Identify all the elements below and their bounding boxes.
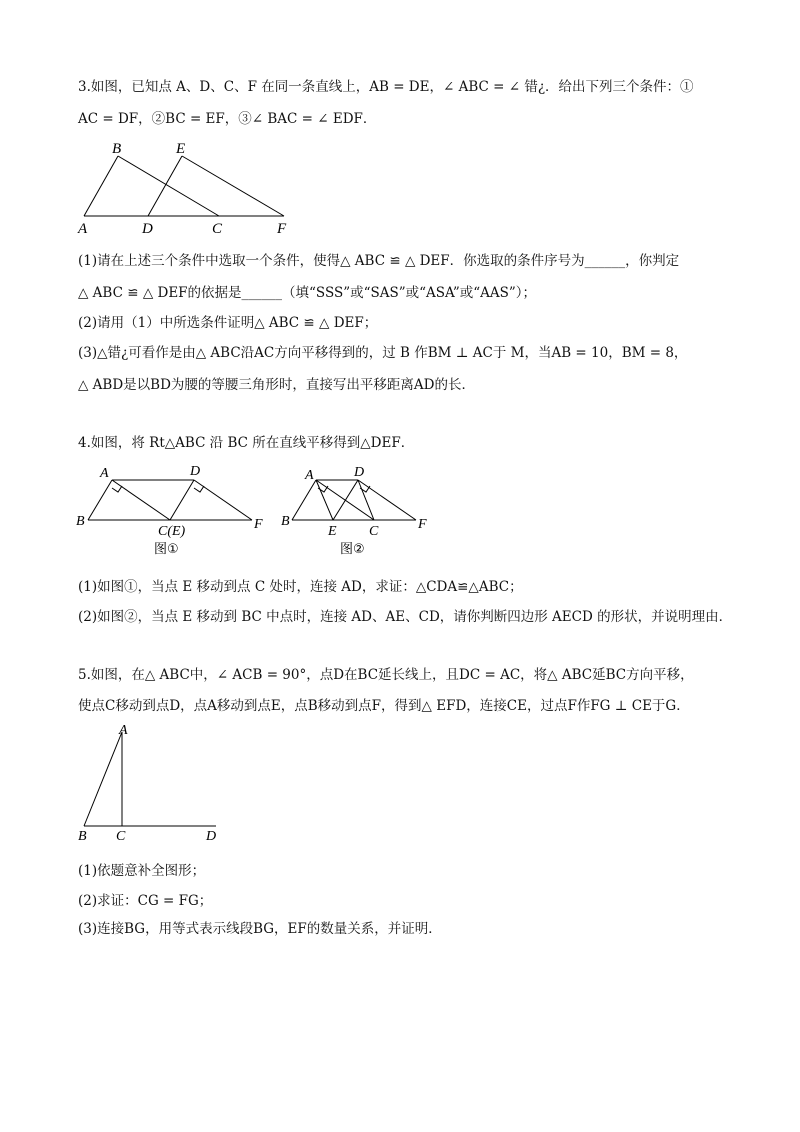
q4f1-label-A: A <box>100 466 109 481</box>
q4f2-label-C: C <box>369 524 379 539</box>
q4-stem: 4.如图，将 Rt△ABC 沿 BC 所在直线平移得到△DEF． <box>78 435 415 451</box>
q4-figure-1 <box>74 462 274 562</box>
q4f1-label-CE: C(E) <box>158 524 186 539</box>
q4f2-label-A: A <box>305 468 314 483</box>
q3-part3-line2: △ ABD是以BD为腰的等腰三角形时，直接写出平移距离AD的长． <box>78 377 475 393</box>
q3-part1-line2: △ ABC ≌ △ DEF的依据是______（填“SSS”或“SAS”或“ASA”或“AAS”）； <box>78 285 537 301</box>
q5-part2: (2)求证：CG = FG； <box>78 893 213 909</box>
q5-label-D: D <box>206 829 217 844</box>
q5-label-A: A <box>119 723 128 738</box>
q3-part2: (2)请用（1）中所选条件证明△ ABC ≌ △ DEF； <box>78 315 378 331</box>
q5-label-B: B <box>78 829 87 844</box>
q4f2-label-E: E <box>328 524 337 539</box>
q3-label-F: F <box>277 221 287 237</box>
q4-figure-1-caption: 图① <box>154 542 179 557</box>
q4-part2: (2)如图②，当点 E 移动到 BC 中点时，连接 AD、AE、CD，请你判断四边形 AECD 的形状，并说明理由． <box>78 609 733 625</box>
q5-part3: (3)连接BG，用等式表示线段BG，EF的数量关系，并证明． <box>78 921 442 937</box>
q3-figure <box>74 138 304 238</box>
q3-stem-line2: AC = DF，②BC = EF，③∠ BAC = ∠ EDF． <box>78 111 377 127</box>
q5-label-C: C <box>116 829 126 844</box>
q4-figure-2-caption: 图② <box>340 542 365 557</box>
q4f1-label-D: D <box>190 464 201 479</box>
q4f1-label-B: B <box>76 514 85 529</box>
q3-label-B: B <box>112 141 122 157</box>
q5-part1: (1)依题意补全图形； <box>78 863 206 879</box>
q4f1-label-F: F <box>254 517 263 532</box>
q4f2-label-B: B <box>281 514 290 529</box>
q3-stem-line1: 3.如图，已知点 A、D、C、F 在同一条直线上，AB = DE，∠ ABC = ∠ 错¿．给出下列三个条件：① <box>78 79 694 95</box>
q3-label-E: E <box>176 141 186 157</box>
q3-part3-line1: (3)△错¿可看作是由△ ABC沿AC方向平移得到的，过 B 作BM ⊥ AC于 M，当AB = 10，BM = 8， <box>78 345 688 361</box>
q4f2-label-D: D <box>354 465 365 480</box>
q3-label-C: C <box>212 221 223 237</box>
q5-stem-line1: 5.如图，在△ ABC中，∠ ACB = 90°，点D在BC延长线上，且DC = AC，将△ ABC延BC方向平移， <box>78 667 694 683</box>
q5-figure <box>74 718 234 848</box>
q4-figure-2 <box>278 462 448 562</box>
q3-label-D: D <box>142 221 153 237</box>
q3-part1-line1: (1)请在上述三个条件中选取一个条件，使得△ ABC ≌ △ DEF．你选取的条件序号为______，你判定 <box>78 253 680 269</box>
q4f2-label-F: F <box>418 517 427 532</box>
q4-part1: (1)如图①，当点 E 移动到点 C 处时，连接 AD，求证：△CDA≌△ABC； <box>78 579 523 595</box>
q3-label-A: A <box>78 221 88 237</box>
q5-stem-line2: 使点C移动到点D，点A移动到点E，点B移动到点F，得到△ EFD，连接CE，过点F作FG ⊥ CE于G． <box>78 698 690 714</box>
